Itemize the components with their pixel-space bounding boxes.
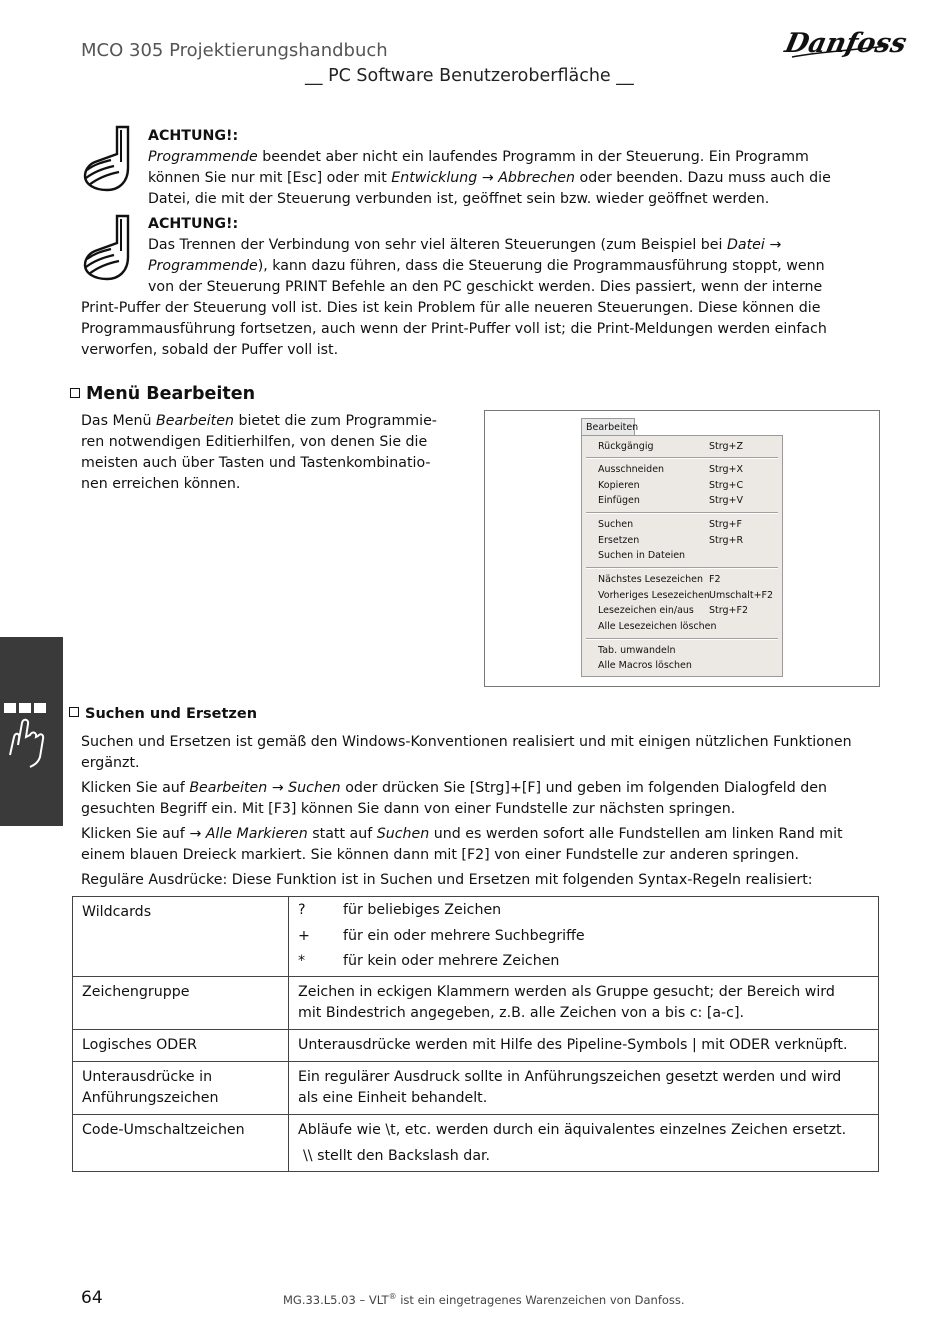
search-p2-line-1	[81, 778, 891, 799]
wildcard-symbol: *	[298, 953, 306, 969]
warning-1-term: Programmende	[148, 149, 258, 165]
table-row	[73, 1061, 879, 1114]
section-heading-menu	[70, 384, 255, 404]
search-p1-line-1: Suchen und Ersetzen ist gemäß den Windows-Konventionen realisiert und mit einigen nützlichen Funktionen	[81, 734, 852, 750]
menu-separator	[586, 567, 778, 569]
page-number: 64	[81, 1288, 103, 1308]
menu-dropdown	[581, 435, 783, 677]
chapter-title: __ PC Software Benutzeroberfläche __	[305, 66, 634, 86]
section-heading-menu-text: Menü Bearbeiten	[86, 384, 256, 404]
warning-2-line-3: von der Steuerung PRINT Befehle an den PC geschickt werden. Dies passiert, wenn der interne	[148, 279, 823, 295]
menu-item-suchen-in-dateien[interactable]: Suchen in Dateien	[598, 550, 686, 561]
wildcard-symbol: +	[298, 927, 310, 944]
table-cell-line: \\ stellt den Backslash dar.	[303, 1147, 491, 1164]
menu-item-einfuegen[interactable]: Einfügen	[598, 495, 640, 506]
warning-2-title: ACHTUNG!:	[148, 216, 239, 232]
warning-1-title: ACHTUNG!:	[148, 128, 239, 144]
menu-shortcut: Strg+F	[709, 519, 742, 530]
wildcard-symbol: ?	[298, 902, 306, 918]
menu-item-vorheriges-lesezeichen[interactable]: Vorheriges Lesezeichen	[598, 590, 710, 601]
menu-desc-line-1-b: bietet die zum Programmie-	[233, 413, 437, 429]
table-cell-name: Wildcards	[73, 897, 289, 977]
document-title: MCO 305 Projektierungshandbuch	[81, 40, 388, 61]
table-cell-desc	[289, 1114, 879, 1171]
menu-shortcut: Strg+F2	[709, 605, 748, 616]
menu-shortcut: Strg+X	[709, 464, 743, 475]
search-p2-menu-path: Bearbeiten → Suchen	[189, 780, 341, 796]
search-p3-b: statt auf	[307, 826, 377, 842]
table-cell-desc	[289, 897, 879, 977]
subsection-heading-search	[69, 706, 257, 722]
square-bullet-icon	[70, 388, 80, 398]
table-cell-desc: Unterausdrücke werden mit Hilfe des Pipeline-Symbols | mit ODER verknüpft.	[289, 1029, 879, 1061]
search-p3-line-2: einem blauen Dreieck markiert. Sie können dann mit [F2] von einer Fundstelle zur anderen springen.	[81, 847, 800, 863]
table-row	[73, 897, 879, 977]
warning-1-line-2-b: oder beenden. Dazu muss auch die	[575, 170, 831, 186]
warning-2-continued	[81, 298, 881, 361]
table-cell-desc	[289, 1061, 879, 1114]
search-p3-c: und es werden sofort alle Fundstellen am linken Rand mit	[429, 826, 843, 842]
table-cell-line: als eine Einheit behandelt.	[298, 1089, 488, 1106]
table-cell-name: Code-Umschaltzeichen	[73, 1114, 289, 1171]
menu-desc-line-3: meisten auch über Tasten und Tastenkombinatio-	[81, 455, 431, 471]
menu-shortcut: Strg+R	[709, 535, 744, 546]
menu-shortcut: Strg+V	[709, 495, 743, 506]
table-cell-line: Ein regulärer Ausdruck sollte in Anführungszeichen gesetzt werden und wird	[298, 1068, 842, 1085]
search-p3-menu-path: → Alle Markieren	[189, 826, 308, 842]
warning-2-line-1-a: Das Trennen der Verbindung von sehr viel älteren Steuerungen (zum Beispiel bei	[148, 237, 727, 253]
menu-shortcut: Umschalt+F2	[709, 590, 774, 601]
warning-1-line-3: Datei, die mit der Steuerung verbunden ist, geöffnet sein bzw. wieder geöffnet werden.	[148, 191, 770, 207]
table-cell-line: Unterausdrücke in	[82, 1068, 213, 1085]
search-p3-term: Suchen	[376, 826, 430, 842]
menu-separator	[586, 638, 778, 640]
menu-item-tab-umwandeln[interactable]: Tab. umwandeln	[598, 645, 676, 656]
warning-2-menu-path-a: Datei →	[726, 237, 782, 253]
footer-trademark: ist ein eingetragenes Warenzeichen von Danfoss.	[396, 1292, 685, 1307]
menu-tab-bearbeiten[interactable]: Bearbeiten	[581, 418, 635, 435]
menu-desc-line-1	[81, 411, 461, 432]
menu-item-alle-lesezeichen-loeschen[interactable]: Alle Lesezeichen löschen	[598, 621, 717, 632]
table-cell-name: Zeichengruppe	[73, 976, 289, 1029]
square-bullet-icon	[69, 707, 79, 717]
wildcard-desc: für kein oder mehrere Zeichen	[343, 953, 560, 969]
search-paragraphs	[81, 732, 891, 891]
wildcard-desc: für beliebiges Zeichen	[343, 902, 502, 918]
warning-2-line-6: verworfen, sobald der Puffer voll ist.	[81, 342, 339, 358]
table-row	[73, 1029, 879, 1061]
search-p1-line-2: ergänzt.	[81, 755, 140, 771]
warning-2-line-1	[148, 235, 868, 256]
menu-separator	[586, 512, 778, 514]
warning-2-line-5: Programmausführung fortsetzen, auch wenn der Print-Puffer voll ist; die Print-Meldungen werden einfach	[81, 321, 827, 337]
warning-1	[148, 126, 868, 210]
menu-shortcut: Strg+C	[709, 480, 744, 491]
wildcard-row	[298, 924, 869, 950]
menu-item-suchen[interactable]: Suchen	[598, 519, 634, 530]
menu-item-naechstes-lesezeichen[interactable]: Nächstes Lesezeichen	[598, 574, 704, 585]
table-cell-line: mit Bindestrich angegeben, z.B. alle Zeichen von a bis c: [a-c].	[298, 1004, 745, 1021]
warning-2	[148, 214, 868, 298]
footer-text	[283, 1292, 685, 1307]
search-p2-a: Klicken Sie auf	[81, 780, 190, 796]
warning-1-line-1-rest: beendet aber nicht ein laufendes Programm in der Steuerung. Ein Programm	[257, 149, 809, 165]
search-p3-a: Klicken Sie auf	[81, 826, 190, 842]
menu-item-rueckgaengig[interactable]: Rückgängig	[598, 441, 654, 452]
menu-desc-line-2: ren notwendigen Editierhilfen, von denen Sie die	[81, 434, 428, 450]
menu-item-ausschneiden[interactable]: Ausschneiden	[598, 464, 665, 475]
menu-description	[81, 411, 461, 495]
menu-shortcut: F2	[709, 574, 721, 585]
footer-doc-code: MG.33.L5.03 – VLT	[283, 1292, 389, 1307]
wildcard-row	[298, 898, 869, 924]
table-cell-line: Zeichen in eckigen Klammern werden als Gruppe gesucht; der Bereich wird	[298, 983, 835, 1000]
wildcard-row	[298, 949, 869, 975]
danfoss-logo	[782, 22, 910, 62]
menu-separator	[586, 457, 778, 459]
search-p2-line-2: gesuchten Begriff ein. Mit [F3] können Sie dann von einer Fundstelle zur nächsten springen.	[81, 801, 736, 817]
table-cell-desc	[289, 976, 879, 1029]
search-p4: Reguläre Ausdrücke: Diese Funktion ist in Suchen und Ersetzen mit folgenden Syntax-Regeln realisiert:	[81, 872, 813, 888]
logo-text: Danfoss	[782, 27, 910, 59]
footer-registered-mark: ®	[388, 1292, 397, 1301]
table-cell-line: Anführungszeichen	[82, 1089, 219, 1106]
warning-2-line-2-b: ), kann dazu führen, dass die Steuerung die Programmausführung stoppt, wenn	[257, 258, 825, 274]
search-p2-b: oder drücken Sie [Strg]+[F] und geben im folgenden Dialogfeld den	[340, 780, 827, 796]
warning-1-line-1	[148, 147, 868, 168]
menu-item-lesezeichen-ein-aus[interactable]: Lesezeichen ein/aus	[598, 605, 694, 616]
wildcard-desc: für ein oder mehrere Suchbegriffe	[343, 927, 585, 944]
warning-2-line-4: Print-Puffer der Steuerung voll ist. Dies ist kein Problem für alle neueren Steuerungen. Diese können die	[81, 300, 821, 316]
warning-hand-icon	[81, 213, 133, 283]
table-row	[73, 976, 879, 1029]
warning-1-line-2-a: können Sie nur mit [Esc] oder mit	[148, 170, 392, 186]
menu-item-kopieren[interactable]: Kopieren	[598, 480, 640, 491]
menu-shortcut: Strg+Z	[709, 441, 743, 452]
menu-desc-line-4: nen erreichen können.	[81, 476, 241, 492]
syntax-table	[72, 896, 879, 1172]
menu-item-ersetzen[interactable]: Ersetzen	[598, 535, 640, 546]
table-cell-name: Logisches ODER	[73, 1029, 289, 1061]
chapter-side-tab	[0, 637, 63, 826]
hand-pointer-icon	[0, 637, 63, 826]
warning-1-line-2	[148, 168, 868, 189]
menu-desc-term: Bearbeiten	[155, 413, 234, 429]
menu-item-alle-macros-loeschen[interactable]: Alle Macros löschen	[598, 660, 692, 671]
menu-desc-line-1-a: Das Menü	[81, 413, 156, 429]
warning-1-menu-path: Entwicklung → Abbrechen	[391, 170, 575, 186]
search-p3-line-1	[81, 824, 891, 845]
warning-2-menu-path-b: Programmende	[148, 258, 258, 274]
table-cell-name	[73, 1061, 289, 1114]
warning-hand-icon	[81, 124, 133, 194]
subsection-heading-search-text: Suchen und Ersetzen	[85, 706, 258, 722]
table-cell-line: Abläufe wie \t, etc. werden durch ein äquivalentes einzelnes Zeichen ersetzt.	[298, 1121, 847, 1138]
menu-screenshot	[484, 410, 880, 687]
warning-2-line-2	[148, 256, 868, 277]
table-row	[73, 1114, 879, 1171]
